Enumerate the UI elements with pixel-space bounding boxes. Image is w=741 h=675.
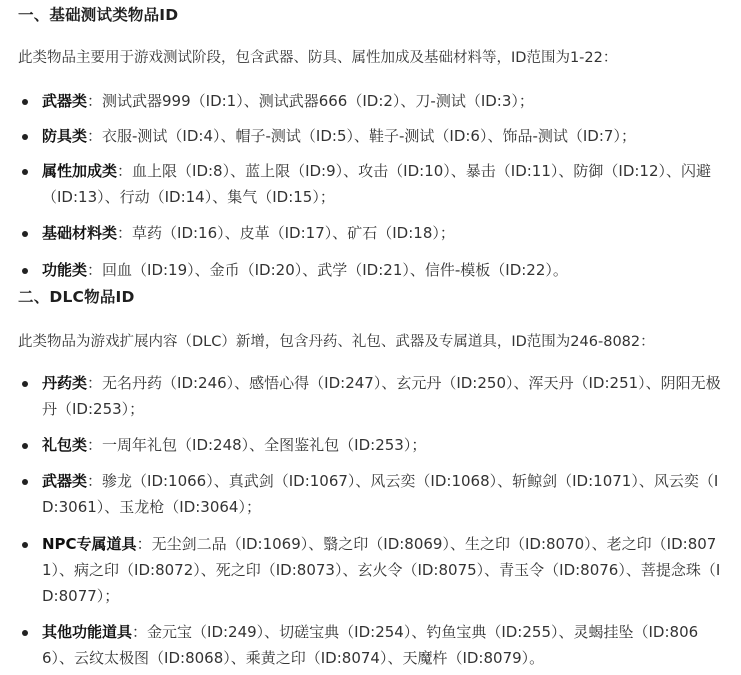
list-item (22, 158, 724, 210)
bullet-icon (22, 169, 28, 175)
item-text: ：无尘剑二品（ID:1069）、翳之印（ID:8069）、生之印（ID:8070）、老之印（ID:8071）、病之印（ID:8072）、死之印（ID:8073）、玄火令（ID:8075）、青玉令（ID:8076）、菩提念珠（ID:8077）； (42, 535, 721, 605)
item-label: 属性加成类 (42, 162, 118, 180)
item-text: ：金元宝（ID:249）、切磋宝典（ID:254）、钓鱼宝典（ID:255）、灵蝎挂坠（ID:8066）、云纹太极图（ID:8068）、乘黄之印（ID:8074）、天魔杵（ID:8079）。 (42, 623, 699, 667)
item-text: ：测试武器999（ID:1）、测试武器666（ID:2）、刀-测试（ID:3）； (87, 92, 534, 110)
bullet-icon (22, 99, 28, 105)
item-label: 武器类 (42, 472, 88, 490)
item-label: NPC专属道具 (42, 535, 137, 553)
list-item (22, 370, 724, 422)
bullet-icon (22, 630, 28, 636)
bullet-icon (22, 134, 28, 140)
bullet-icon (22, 443, 28, 449)
bullet-icon (22, 268, 28, 274)
list-item (22, 220, 724, 246)
item-label: 防具类 (42, 127, 88, 145)
item-label: 基础材料类 (42, 224, 118, 242)
item-label: 礼包类 (42, 436, 88, 454)
list-item (22, 531, 724, 609)
item-text: ：草药（ID:16）、皮革（ID:17）、矿石（ID:18）； (117, 224, 455, 242)
bullet-icon (22, 381, 28, 387)
list-item (22, 88, 724, 114)
item-text: ：衣服-测试（ID:4）、帽子-测试（ID:5）、鞋子-测试（ID:6）、饰品-测试（ID:7）； (87, 127, 636, 145)
list-item (22, 432, 724, 458)
item-text: ：骖龙（ID:1066）、真武剑（ID:1067）、风云奕（ID:1068）、斩鲸剑（ID:1071）、风云奕（ID:3061）、玉龙枪（ID:3064）； (42, 472, 719, 516)
section-heading: 二、DLC物品ID (18, 288, 135, 306)
item-text: ：一周年礼包（ID:248）、全图鉴礼包（ID:253）； (87, 436, 427, 454)
item-label: 丹药类 (42, 374, 88, 392)
item-text: ：无名丹药（ID:246）、感悟心得（ID:247）、玄元丹（ID:250）、浑天丹（ID:251）、阴阳无极丹（ID:253）； (42, 374, 721, 418)
item-label: 功能类 (42, 261, 88, 279)
bullet-icon (22, 542, 28, 548)
list-item (22, 257, 724, 283)
bullet-icon (22, 479, 28, 485)
item-text: ：血上限（ID:8）、蓝上限（ID:9）、攻击（ID:10）、暴击（ID:11）、防御（ID:12）、闪避（ID:13）、行动（ID:14）、集气（ID:15）； (42, 162, 712, 206)
item-text: ：回血（ID:19）、金币（ID:20）、武学（ID:21）、信件-模板（ID:22）。 (87, 261, 568, 279)
item-label: 其他功能道具 (42, 623, 133, 641)
section-intro: 此类物品为游戏扩展内容（DLC）新增，包含丹药、礼包、武器及专属道具，ID范围为246-8082： (18, 334, 655, 350)
section-heading: 一、基础测试类物品ID (18, 6, 179, 24)
section-intro: 此类物品主要用于游戏测试阶段，包含武器、防具、属性加成及基础材料等，ID范围为1-22： (18, 50, 618, 66)
list-item (22, 468, 724, 520)
list-item (22, 619, 724, 671)
list-item (22, 123, 724, 149)
item-label: 武器类 (42, 92, 88, 110)
bullet-icon (22, 231, 28, 237)
